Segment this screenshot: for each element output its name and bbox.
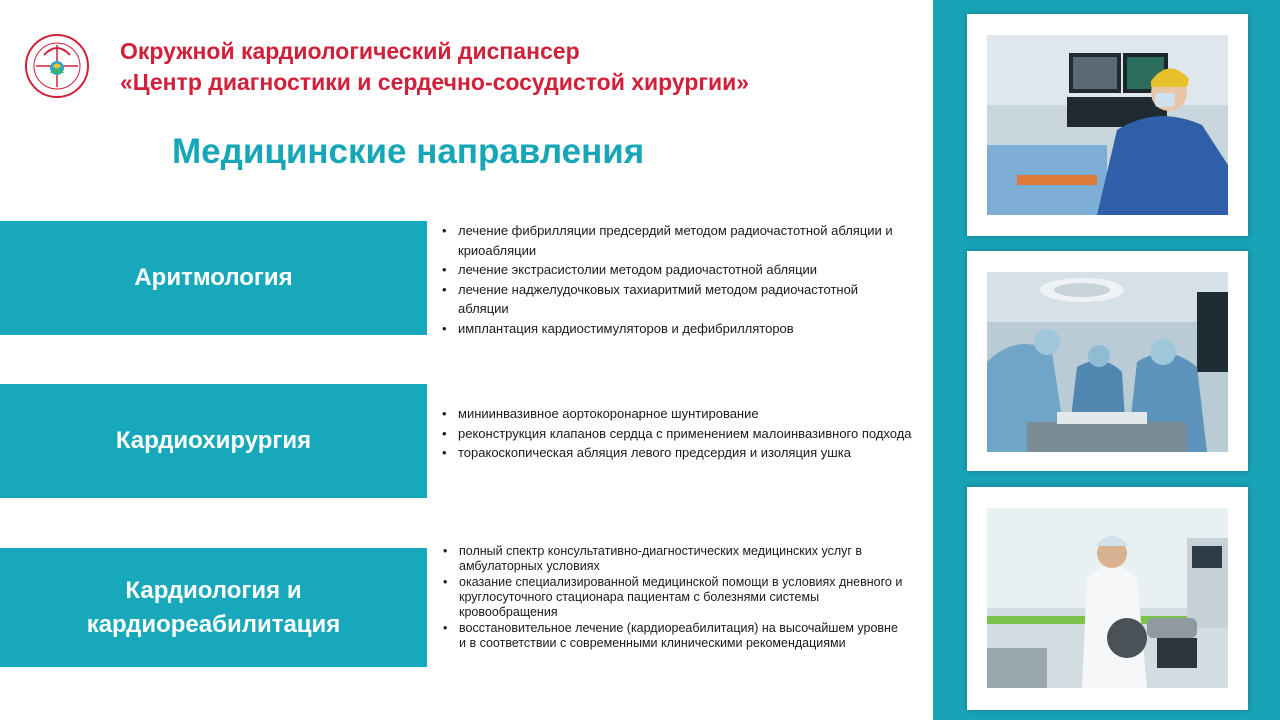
operating-room-photo-icon bbox=[987, 272, 1228, 452]
page-title: Медицинские направления bbox=[172, 132, 645, 171]
photo-frame bbox=[967, 487, 1248, 710]
org-title-line1: Окружной кардиологический диспансер bbox=[120, 38, 580, 64]
cath-lab-surgeon-photo-icon bbox=[987, 35, 1228, 215]
list-item: • миниинвазивное аортокоронарное шунтирование bbox=[442, 404, 917, 424]
list-item: • реконструкция клапанов сердца с применением малоинвазивного подхода bbox=[442, 424, 917, 444]
arrhythmology-services-list bbox=[442, 221, 902, 338]
photo-frame bbox=[967, 251, 1248, 471]
rehabilitation-doctor-photo-icon bbox=[987, 508, 1228, 688]
direction-arrhythmology-band bbox=[0, 221, 427, 335]
list-item: • лечение фибрилляции предсердий методом радиочастотной абляции и криоабляции bbox=[442, 221, 902, 260]
cardiosurgery-services-list bbox=[442, 404, 917, 463]
list-item: • имплантация кардиостимуляторов и дефибрилляторов bbox=[442, 319, 902, 339]
organization-title bbox=[120, 36, 920, 98]
direction-cardiosurgery-band bbox=[0, 384, 427, 498]
direction-title-line1: Кардиология и bbox=[125, 576, 302, 604]
list-item: • восстановительное лечение (кардиореабилитация) на высочайшем уровне и в соответствии с современными клиническими рекомендациями bbox=[443, 621, 908, 651]
list-item: • лечение экстрасистолии методом радиочастотной абляции bbox=[442, 260, 902, 280]
org-title-line2: «Центр диагностики и сердечно-сосудистой хирургии» bbox=[120, 69, 750, 95]
list-item: • лечение наджелудочковых тахиаритмий методом радиочастотной абляции bbox=[442, 280, 902, 319]
list-item: • полный спектр консультативно-диагностических медицинских услуг в амбулаторных условиях bbox=[443, 544, 908, 574]
cardio-center-emblem-icon bbox=[24, 33, 90, 99]
direction-cardiology-rehab-band bbox=[0, 548, 427, 667]
direction-title: Аритмология bbox=[134, 264, 293, 291]
photo-frame bbox=[967, 14, 1248, 236]
list-item: • торакоскопическая абляция левого предсердия и изоляция ушка bbox=[442, 443, 917, 463]
list-item: • оказание специализированной медицинской помощи в условиях дневного и круглосуточного стационара пациентам с болезнями системы кровообращения bbox=[443, 575, 908, 620]
cardiology-rehab-services-list bbox=[443, 544, 908, 652]
direction-title: Кардиохирургия bbox=[115, 427, 312, 454]
direction-title-line2: кардиореабилитация bbox=[86, 610, 341, 638]
